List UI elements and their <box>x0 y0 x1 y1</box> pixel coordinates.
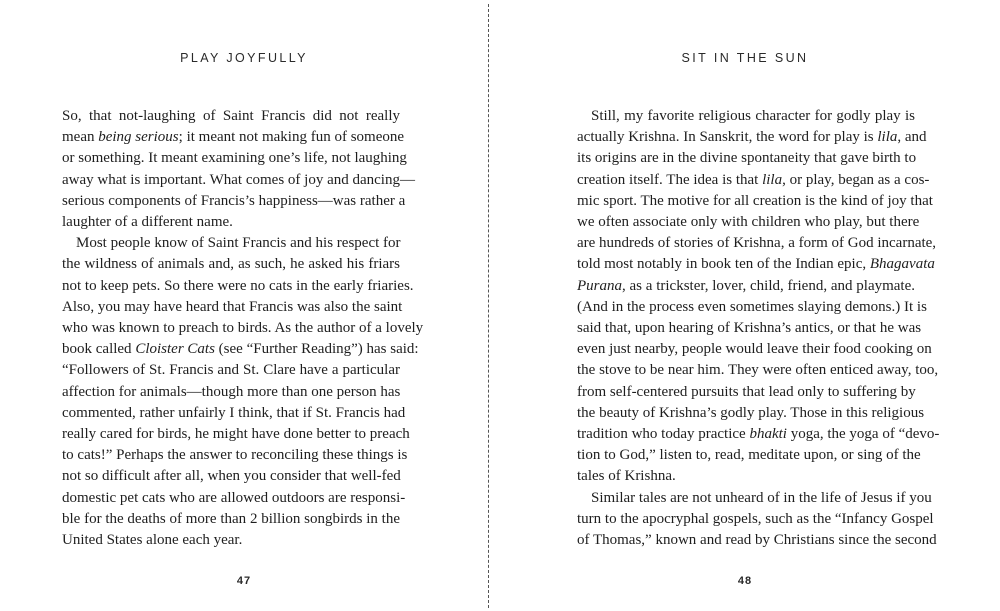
text-line <box>577 360 939 381</box>
text-segment: to cats!” Perhaps the answer to reconciling these things is <box>62 447 408 464</box>
italic-text: being serious <box>98 129 179 146</box>
text-segment: not to keep pets. So there were no cats in the early friaries. <box>62 277 414 294</box>
right-running-head: SIT IN THE SUN <box>681 51 809 65</box>
text-line <box>62 339 419 360</box>
text-line <box>577 318 922 339</box>
text-segment: tales of Krishna. <box>577 468 676 485</box>
text-line <box>62 127 405 148</box>
text-segment: commented, rather unfairly I think, that if St. Francis had <box>62 404 406 421</box>
text-segment: Also, you may have heard that Francis was also the saint <box>62 298 403 315</box>
text-line <box>62 530 400 551</box>
text-segment: actually Krishna. In Sanskrit, the word for play is <box>577 129 878 146</box>
text-segment: of Thomas,” known and read by Christians since the second <box>577 532 937 549</box>
text-segment: its origins are in the divine spontaneity that gave birth to <box>577 150 917 167</box>
text-segment: from self-centered pursuits that lead only to suffering by <box>577 383 916 400</box>
text-segment: Similar tales are not unheard of in the life of Jesus if you <box>591 489 932 506</box>
text-segment: (And in the process even sometimes slaying demons.) It is <box>577 298 927 315</box>
text-segment: serious components of Francis’s happiness—was rather a <box>62 192 406 209</box>
text-line <box>577 339 932 360</box>
text-line <box>62 191 406 212</box>
text-segment: told most notably in book ten of the Indian epic, <box>577 256 870 273</box>
text-segment: ble for the deaths of more than 2 billion songbirds in the <box>62 510 400 527</box>
text-line <box>62 106 400 127</box>
text-segment: the wildness of animals and, as such, he asked his friars <box>62 256 400 273</box>
text-line <box>62 403 406 424</box>
left-page <box>0 0 488 611</box>
italic-text: Bhagavata <box>869 256 935 273</box>
left-body-text <box>62 106 424 551</box>
text-segment: , as a trickster, lover, child, friend, and playmate. <box>622 277 915 294</box>
text-line <box>62 254 400 275</box>
text-line <box>577 148 915 169</box>
text-segment: mic sport. The motive for all creation is the kind of joy that <box>577 192 933 209</box>
italic-text: bhakti <box>749 426 787 443</box>
text-line <box>577 212 920 233</box>
left-running-head: PLAY JOYFULLY <box>180 51 308 65</box>
text-line <box>62 297 403 318</box>
text-line <box>62 424 410 445</box>
text-segment: Most people know of Saint Francis and his respect for <box>76 235 401 252</box>
text-line <box>577 403 925 424</box>
text-line <box>577 276 915 297</box>
text-line <box>62 382 400 403</box>
text-segment: even just nearby, people would leave their food cooking on <box>577 341 932 358</box>
text-line <box>577 466 915 487</box>
text-segment: (see “Further Reading”) has said: <box>214 341 419 358</box>
text-segment: book called <box>62 341 136 358</box>
text-line <box>577 233 937 254</box>
text-segment: So, that not-laughing of Saint Francis did not really <box>62 108 400 124</box>
text-segment: tradition who today practice <box>577 426 750 443</box>
text-segment: or something. It meant examining one’s life, not laughing <box>62 150 407 167</box>
italic-text: lila <box>877 129 898 146</box>
text-line <box>577 424 940 445</box>
text-line <box>62 276 414 297</box>
italic-text: Cloister Cats <box>135 341 215 358</box>
text-segment: ; it meant not making fun of someone <box>178 129 405 146</box>
text-line <box>62 466 400 487</box>
left-page-number: 47 <box>236 575 252 587</box>
text-segment: laughter of a different name. <box>62 214 233 231</box>
text-segment: creation itself. The idea is that <box>577 171 763 188</box>
text-line <box>62 360 400 381</box>
text-segment: away what is important. What comes of joy and dancing— <box>62 171 415 188</box>
text-segment: who was known to preach to birds. As the author of a lovely <box>62 320 424 337</box>
text-line <box>577 382 915 403</box>
text-segment: turn to the apocryphal gospels, such as the “Infancy Gospel <box>577 510 934 527</box>
text-segment: domestic pet cats who are allowed outdoors are responsi- <box>62 489 406 506</box>
text-segment: the stove to be near him. They were often enticed away, too, <box>577 362 939 379</box>
text-segment: mean <box>62 129 99 146</box>
text-segment: the beauty of Krishna’s godly play. Those in this religious <box>577 404 925 421</box>
text-line <box>62 170 415 191</box>
text-segment: , or play, began as a cos- <box>782 171 930 188</box>
text-segment: affection for animals—though more than one person has <box>62 383 401 400</box>
text-line <box>62 212 400 233</box>
text-line <box>62 318 424 339</box>
italic-text: lila <box>762 171 783 188</box>
text-line <box>577 170 930 191</box>
text-line <box>62 488 406 509</box>
text-segment: , and <box>897 129 927 146</box>
text-line <box>577 445 921 466</box>
text-line <box>62 509 400 530</box>
right-page-number: 48 <box>737 575 753 587</box>
text-line <box>577 106 915 127</box>
right-body-text <box>577 106 940 551</box>
text-segment: “Followers of St. Francis and St. Clare have a particular <box>62 362 400 379</box>
text-line <box>577 530 937 551</box>
text-line <box>62 233 400 254</box>
text-segment: we often associate only with children who play, but there <box>577 214 920 231</box>
text-segment: tion to God,” listen to, read, meditate upon, or sing of the <box>577 447 921 464</box>
right-page <box>490 0 1000 611</box>
page-gutter-divider <box>488 4 489 608</box>
text-segment: yoga, the yoga of “devo- <box>786 426 940 443</box>
text-line <box>62 148 407 169</box>
italic-text: Purana <box>577 277 622 294</box>
text-segment: United States alone each year. <box>62 532 243 549</box>
text-segment: really cared for birds, he might have done better to preach <box>62 426 410 443</box>
text-line <box>577 191 933 212</box>
text-line <box>577 509 934 530</box>
text-segment: Still, my favorite religious character for godly play is <box>591 108 915 124</box>
text-line <box>577 254 935 275</box>
text-segment: are hundreds of stories of Krishna, a form of God incarnate, <box>577 235 937 252</box>
text-line <box>577 297 927 318</box>
text-line <box>577 488 932 509</box>
text-segment: not so difficult after all, when you consider that well-fed <box>62 468 401 485</box>
text-line <box>577 127 927 148</box>
text-segment: said that, upon hearing of Krishna’s antics, or that he was <box>577 320 922 337</box>
text-line <box>62 445 408 466</box>
